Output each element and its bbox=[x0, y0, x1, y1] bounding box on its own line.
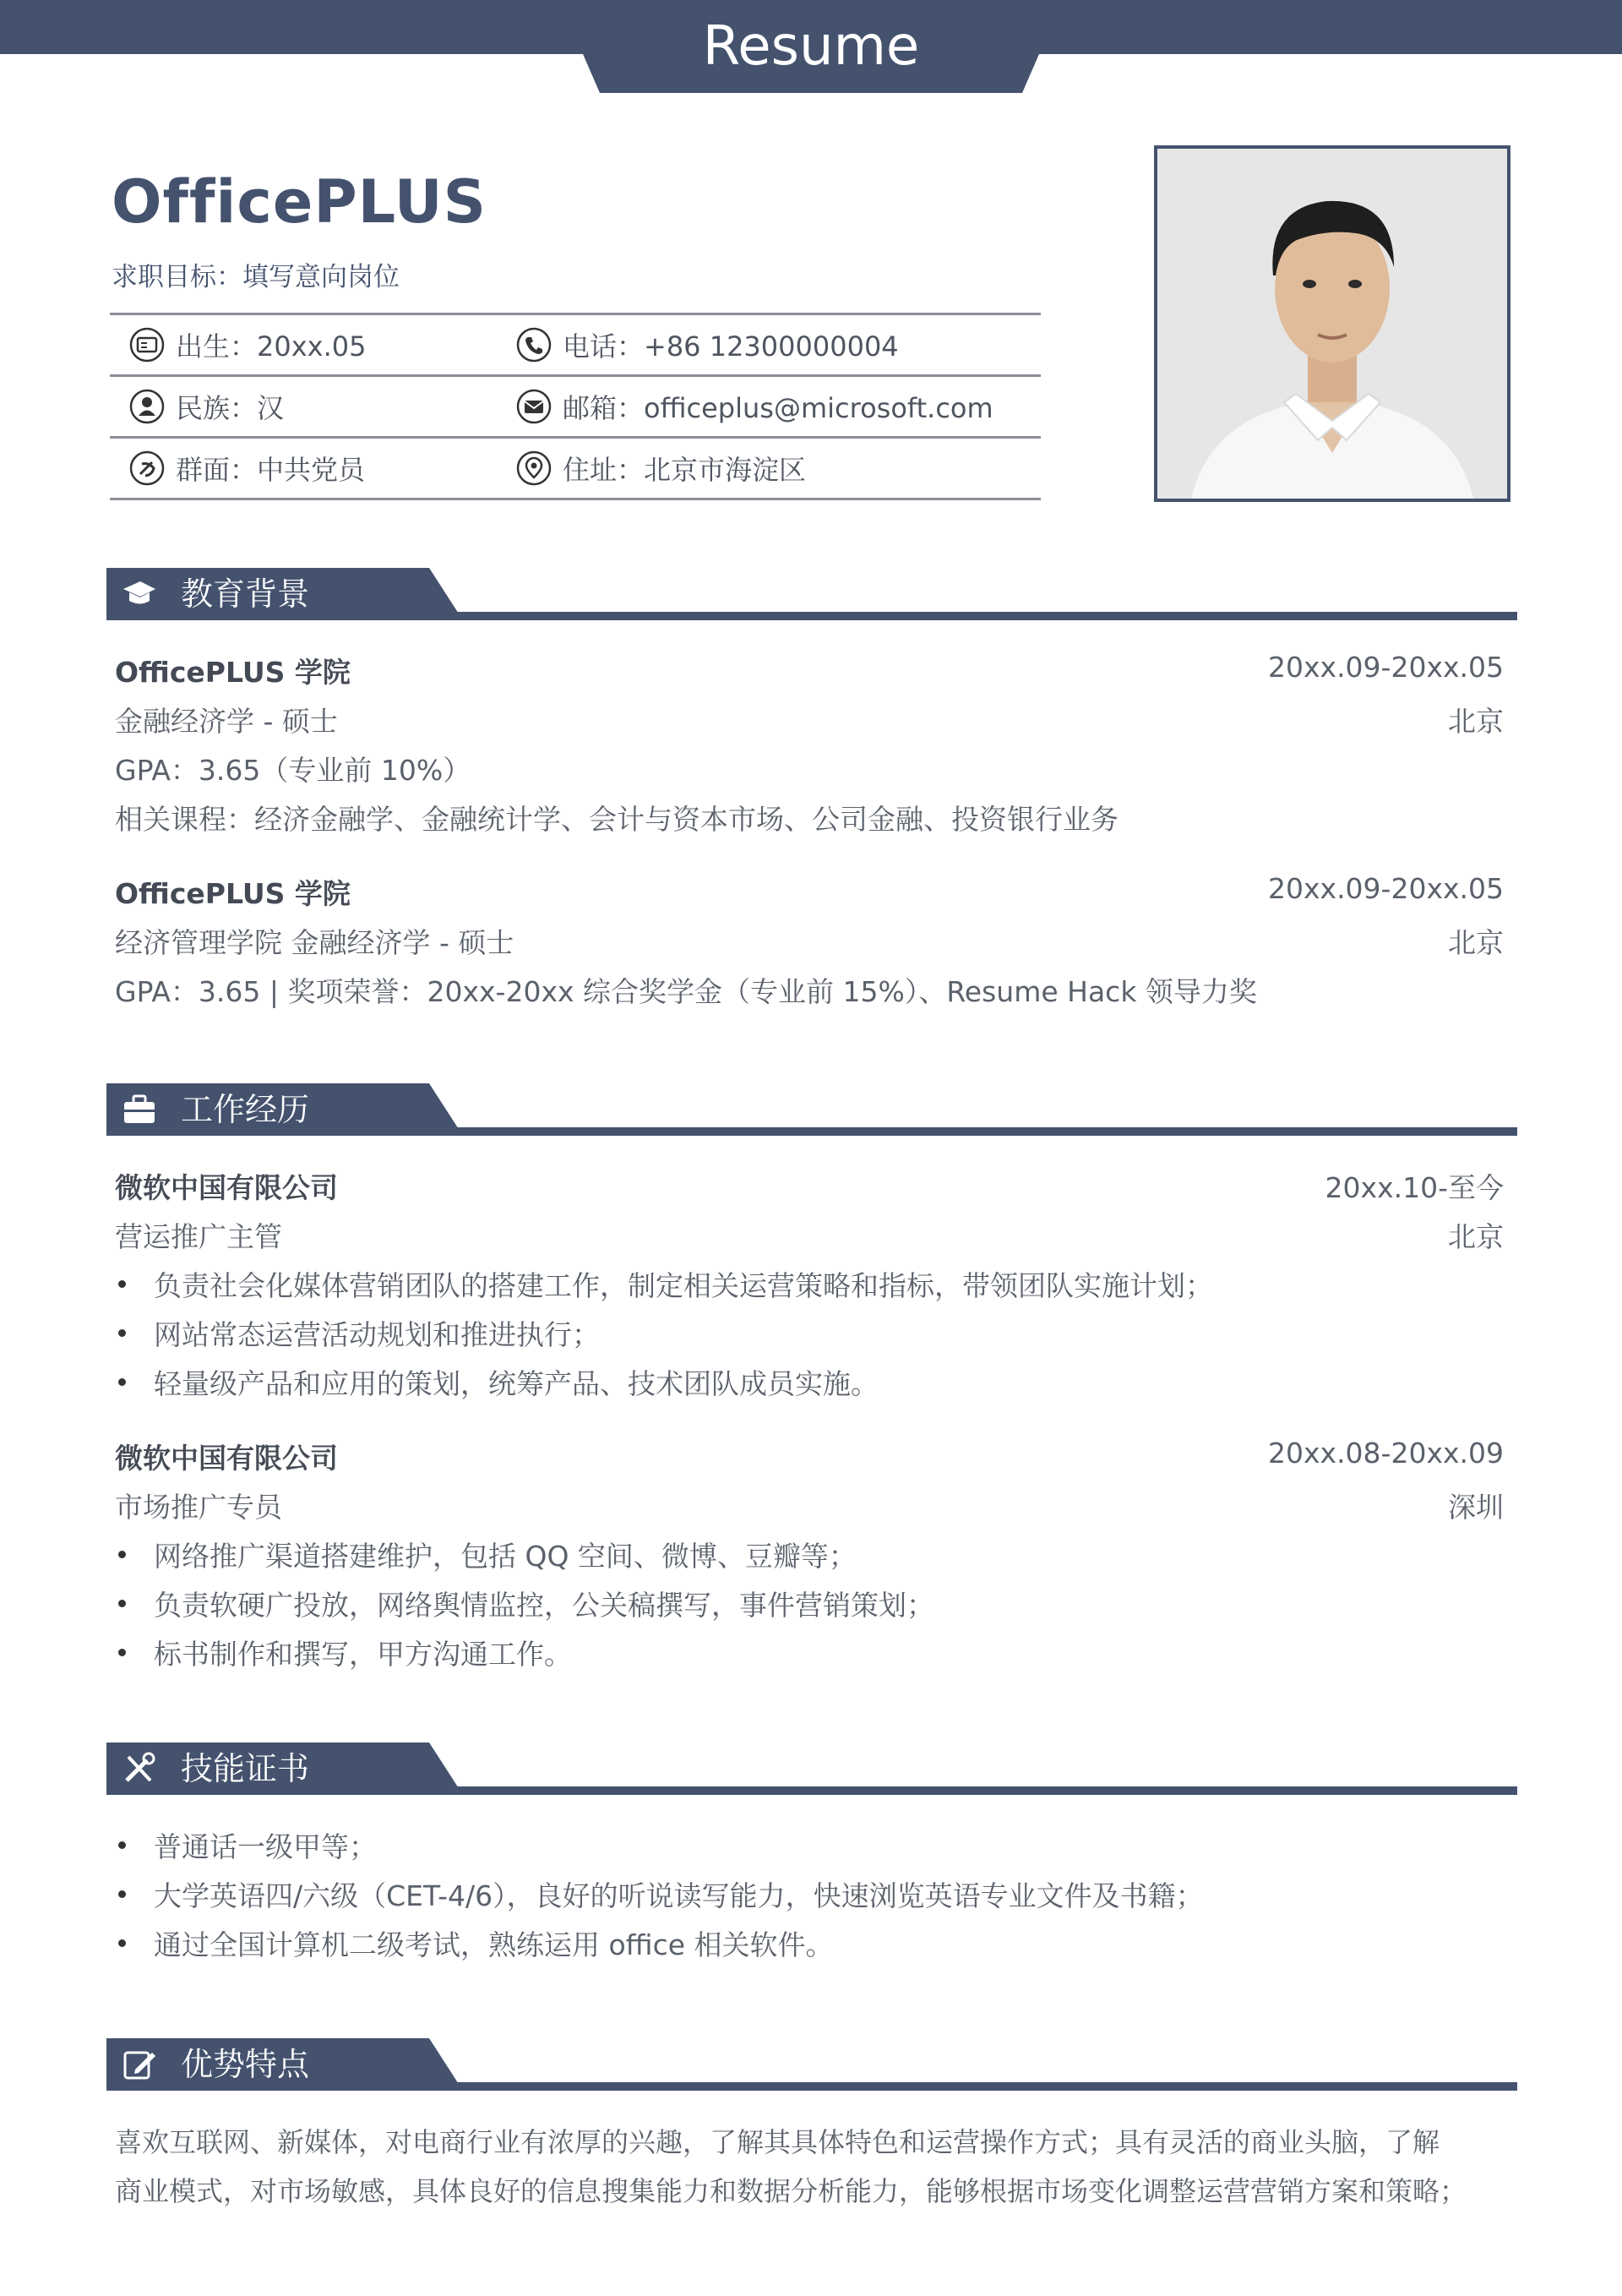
phone-field bbox=[515, 315, 899, 374]
address-field bbox=[515, 439, 806, 498]
gpa-awards-line: GPA：3.65 | 奖项荣誉：20xx-20xx 综合奖学金（专业前 15%）、Resume Hack 领导力奖 bbox=[115, 975, 1257, 1008]
birth-field bbox=[128, 315, 367, 374]
phone-icon bbox=[515, 326, 552, 363]
education-section-header bbox=[106, 568, 1517, 620]
graduation-cap-icon bbox=[122, 577, 157, 611]
work-city: 北京 bbox=[1448, 1220, 1504, 1253]
skill-bullet: 大学英语四/六级（CET-4/6），良好的听说读写能力，快速浏览英语专业文件及书籍； bbox=[154, 1874, 1204, 1914]
political-status-text: 群面：中共党员 bbox=[176, 454, 366, 486]
skills-title: 技能证书 bbox=[181, 1750, 310, 1787]
work-city: 深圳 bbox=[1448, 1491, 1504, 1524]
job-role: 营运推广主管 bbox=[115, 1220, 282, 1253]
job-objective: 求职目标：填写意向岗位 bbox=[112, 262, 400, 292]
page-title: Resume bbox=[702, 15, 920, 78]
personal-info-table bbox=[110, 313, 1041, 500]
degree-major: 金融经济学 - 硕士 bbox=[115, 705, 338, 738]
degree-major: 经济管理学院 金融经济学 - 硕士 bbox=[115, 926, 514, 959]
school-name: OfficePLUS 学院 bbox=[115, 877, 351, 910]
courses-line: 相关课程：经济金融学、金融统计学、会计与资本市场、公司金融、投资银行业务 bbox=[115, 803, 1119, 836]
education-title: 教育背景 bbox=[181, 575, 310, 613]
education-city: 北京 bbox=[1448, 926, 1504, 959]
person-icon bbox=[128, 388, 166, 425]
work-date: 20xx.08-20xx.09 bbox=[1268, 1437, 1504, 1470]
education-date: 20xx.09-20xx.05 bbox=[1268, 651, 1504, 684]
info-row bbox=[110, 374, 1041, 436]
work-bullet: 负责软硬广投放，网络舆情监控，公关稿撰写，事件营销策划； bbox=[154, 1584, 934, 1623]
education-city: 北京 bbox=[1448, 705, 1504, 738]
email-icon bbox=[515, 388, 552, 425]
work-title: 工作经历 bbox=[181, 1091, 310, 1128]
profile-photo bbox=[1154, 145, 1510, 502]
briefcase-icon bbox=[122, 1093, 157, 1126]
work-bullet: 网络推广渠道搭建维护，包括 QQ 空间、微博、豆瓣等； bbox=[154, 1535, 857, 1574]
work-date: 20xx.10-至今 bbox=[1325, 1171, 1504, 1204]
school-name: OfficePLUS 学院 bbox=[115, 656, 351, 689]
work-bullet: 网站常态运营活动规划和推进执行； bbox=[154, 1313, 600, 1353]
birth-text: 出生：20xx.05 bbox=[176, 330, 367, 363]
strengths-section-header bbox=[106, 2038, 1517, 2091]
id-card-icon bbox=[128, 326, 166, 363]
address-text: 住址：北京市海淀区 bbox=[563, 454, 807, 486]
skills-section-header bbox=[106, 1742, 1517, 1795]
strengths-line: 喜欢互联网、新媒体，对电商行业有浓厚的兴趣，了解其具体特色和运营操作方式；具有灵活的商业头脑，了解 bbox=[115, 2126, 1440, 2158]
ethnicity-text: 民族：汉 bbox=[176, 392, 285, 424]
info-row bbox=[110, 436, 1041, 500]
skill-bullet: 普通话一级甲等； bbox=[154, 1825, 377, 1865]
job-role: 市场推广专员 bbox=[115, 1491, 282, 1524]
gpa-line: GPA：3.65（专业前 10%） bbox=[115, 754, 471, 787]
ethnicity-field bbox=[128, 377, 284, 436]
work-bullet: 负责社会化媒体营销团队的搭建工作，制定相关运营策略和指标，带领团队实施计划； bbox=[154, 1264, 1213, 1304]
email-field bbox=[515, 377, 993, 436]
work-bullet: 轻量级产品和应用的策划，统筹产品、技术团队成员实施。 bbox=[154, 1362, 879, 1402]
tools-icon bbox=[122, 1752, 157, 1786]
strengths-title: 优势特点 bbox=[181, 2046, 310, 2083]
party-badge-icon bbox=[128, 450, 166, 487]
work-section-header bbox=[106, 1083, 1517, 1136]
political-status-field bbox=[128, 439, 365, 498]
candidate-name: OfficePLUS bbox=[112, 167, 487, 237]
location-pin-icon bbox=[515, 450, 552, 487]
company-name: 微软中国有限公司 bbox=[115, 1442, 338, 1475]
strengths-line: 商业模式，对市场敏感，具体良好的信息搜集能力和数据分析能力，能够根据市场变化调整运营营销方案和策略； bbox=[115, 2175, 1467, 2207]
info-row bbox=[110, 313, 1041, 374]
email-text: 邮箱：officeplus@microsoft.com bbox=[563, 392, 993, 424]
work-bullet: 标书制作和撰写，甲方沟通工作。 bbox=[154, 1633, 572, 1672]
portrait-illustration bbox=[1157, 149, 1507, 499]
company-name: 微软中国有限公司 bbox=[115, 1171, 338, 1204]
phone-text: 电话：+86 12300000004 bbox=[563, 330, 899, 363]
edit-icon bbox=[122, 2048, 157, 2081]
skill-bullet: 通过全国计算机二级考试，熟练运用 office 相关软件。 bbox=[154, 1923, 834, 1963]
education-date: 20xx.09-20xx.05 bbox=[1268, 872, 1504, 905]
